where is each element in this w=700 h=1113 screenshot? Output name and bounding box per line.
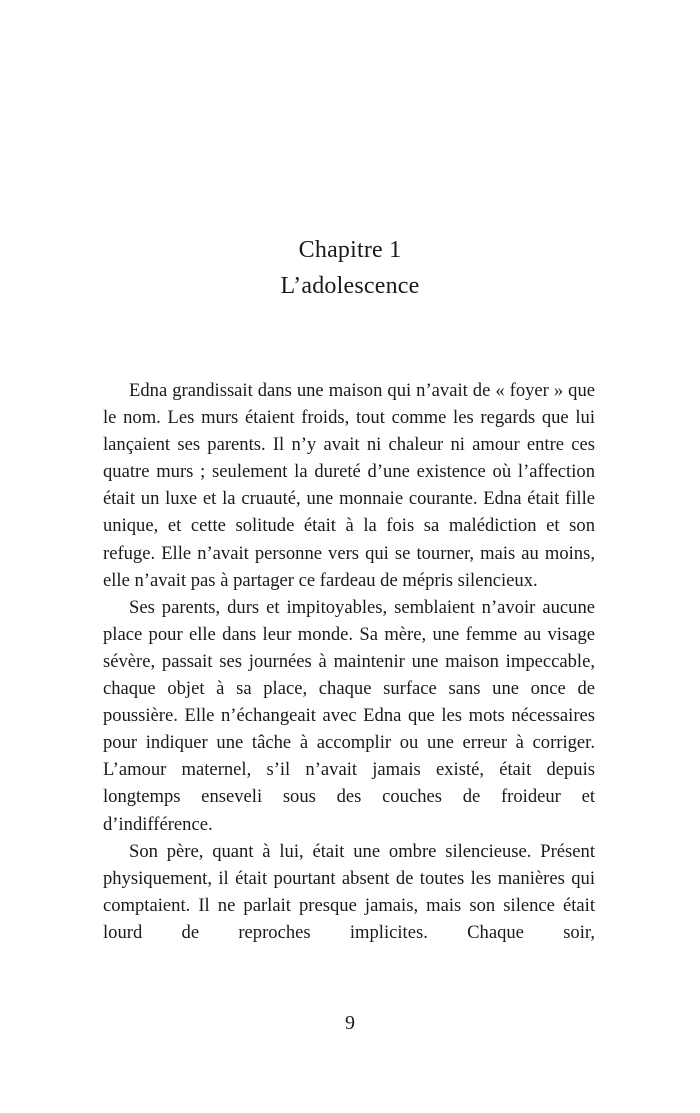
chapter-number: Chapitre 1 <box>298 237 402 263</box>
paragraph: Ses parents, durs et impitoyables, semblaient n’avoir aucune place pour elle dans leur monde. Sa mère, une femme au visage sévère, passait ses journées à maintenir une maison impeccable, chaque objet à sa place, chaque surface sans une once de poussière. Elle n’échangeait avec Edna que les mots nécessaires pour indiquer une tâche à accomplir ou une erreur à corriger. L’amour maternel, s’il n’avait jamais existé, était depuis longtemps enseveli sous des couches de froideur et d’indifférence. <box>103 596 595 835</box>
paragraph: Edna grandissait dans une maison qui n’avait de « foyer » que le nom. Les murs étaient froids, tout comme les regards que lui lançaient ses parents. Il n’y avait ni chaleur ni amour entre ces quatre murs ; seulement la dureté d’une existence où l’affection était un luxe et la cruauté, une monnaie courante. Edna était fille unique, et cette solitude était à la fois sa malédiction et son refuge. Elle n’avait personne vers qui se tourner, mais au moins, elle n’avait pas à partager ce fardeau de mépris silencieux. <box>103 380 595 591</box>
page-number: 9 <box>345 1012 355 1034</box>
chapter-heading <box>0 232 700 304</box>
paragraph: Son père, quant à lui, était une ombre silencieuse. Présent physiquement, il était pourtant absent de toutes les manières qui comptaient. Il ne parlait presque jamais, mais son silence était lourd de reproches implicites. Chaque soir, <box>103 840 595 943</box>
chapter-title: L’adolescence <box>280 273 420 299</box>
chapter-body <box>103 377 595 946</box>
